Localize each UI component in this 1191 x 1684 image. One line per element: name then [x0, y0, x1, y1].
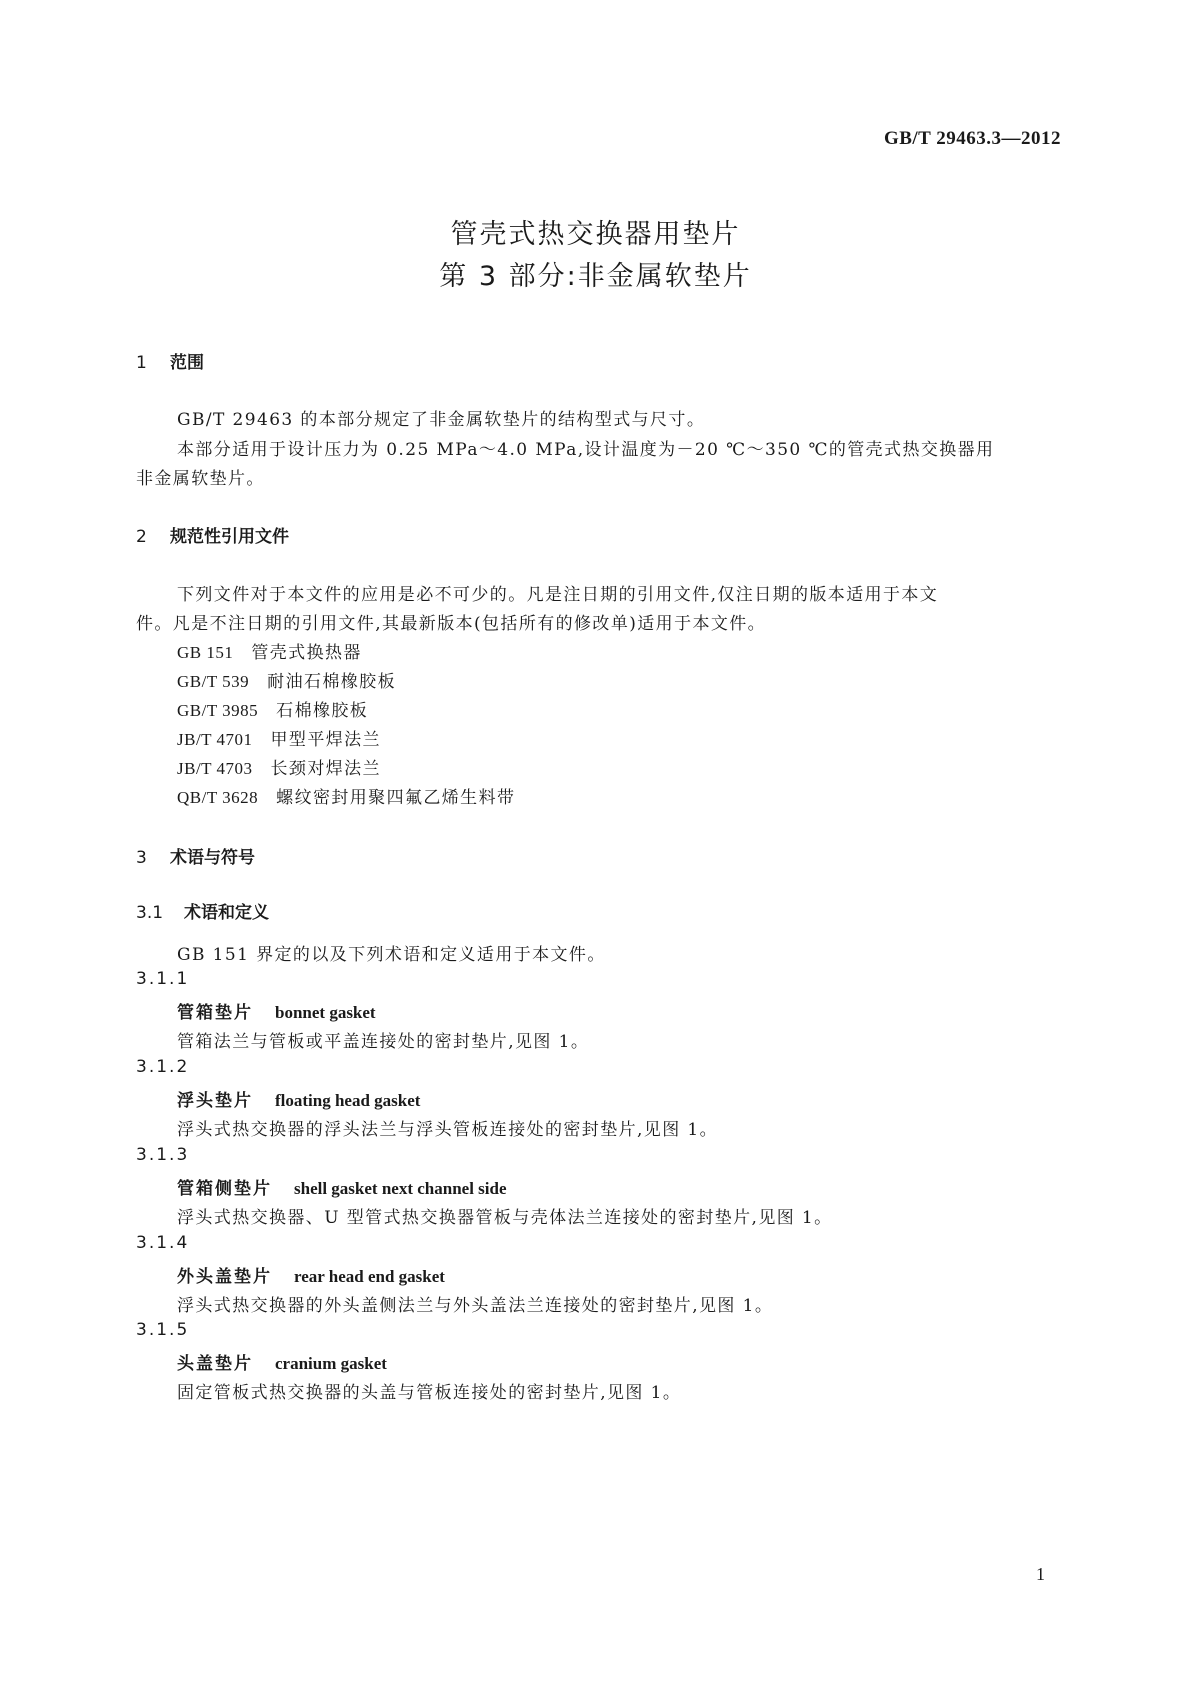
term-number: 3.1.1	[136, 969, 190, 989]
term-zh: 头盖垫片	[177, 1354, 253, 1374]
term-zh: 浮头垫片	[177, 1091, 253, 1111]
reference-title: 耐油石棉橡胶板	[267, 672, 396, 692]
reference-item	[177, 783, 515, 808]
paragraph: 本部分适用于设计压力为 0.25 MPa～4.0 MPa,设计温度为－20 ℃～350 ℃的管壳式热交换器用	[177, 440, 995, 460]
reference-title: 管壳式换热器	[251, 643, 362, 663]
term-en: floating head gasket	[275, 1091, 421, 1110]
reference-code: GB/T 539	[177, 672, 250, 691]
reference-item	[177, 667, 396, 692]
reference-code: JB/T 4703	[177, 759, 253, 778]
standard-code: GB/T 29463.3—2012	[883, 128, 1061, 149]
term-definition: 管箱法兰与管板或平盖连接处的密封垫片,见图 1。	[177, 1032, 590, 1052]
reference-title: 长颈对焊法兰	[270, 759, 381, 779]
term-en: cranium gasket	[275, 1354, 387, 1373]
paragraph: 下列文件对于本文件的应用是必不可少的。凡是注日期的引用文件,仅注日期的版本适用于本文	[177, 585, 939, 605]
term-en: shell gasket next channel side	[294, 1179, 507, 1198]
reference-code: GB 151	[177, 643, 234, 662]
term-en: rear head end gasket	[294, 1267, 445, 1286]
term-zh: 管箱垫片	[177, 1003, 253, 1023]
subsection-number: 3.1	[136, 903, 164, 923]
page-number: 1	[1036, 1564, 1045, 1584]
paragraph-continuation: 非金属软垫片。	[136, 469, 265, 489]
term-definition: 固定管板式热交换器的头盖与管板连接处的密封垫片,见图 1。	[177, 1383, 682, 1403]
reference-code: GB/T 3985	[177, 701, 259, 720]
section-title: 范围	[170, 353, 204, 373]
document-title-line2: 第 3 部分:非金属软垫片	[439, 261, 752, 292]
term-entry	[177, 1349, 387, 1374]
section-3-heading	[136, 843, 255, 868]
reference-code: JB/T 4701	[177, 730, 253, 749]
reference-title: 石棉橡胶板	[276, 701, 369, 721]
subsection-title: 术语和定义	[184, 903, 269, 923]
section-number: 2	[136, 527, 147, 547]
term-number: 3.1.5	[136, 1320, 190, 1340]
term-number: 3.1.2	[136, 1057, 190, 1077]
paragraph: GB/T 29463 的本部分规定了非金属软垫片的结构型式与尺寸。	[177, 410, 706, 430]
reference-title: 甲型平焊法兰	[270, 730, 381, 750]
term-zh: 管箱侧垫片	[177, 1179, 272, 1199]
term-definition: 浮头式热交换器的浮头法兰与浮头管板连接处的密封垫片,见图 1。	[177, 1120, 719, 1140]
reference-code: QB/T 3628	[177, 788, 259, 807]
term-en: bonnet gasket	[275, 1003, 376, 1022]
section-title: 术语与符号	[170, 848, 255, 868]
paragraph-continuation: 件。凡是不注日期的引用文件,其最新版本(包括所有的修改单)适用于本文件。	[136, 614, 767, 634]
section-1-heading	[136, 348, 204, 373]
reference-item	[177, 696, 368, 721]
term-number: 3.1.4	[136, 1233, 190, 1253]
term-definition: 浮头式热交换器、U 型管式热交换器管板与壳体法兰连接处的密封垫片,见图 1。	[177, 1208, 833, 1228]
term-definition: 浮头式热交换器的外头盖侧法兰与外头盖法兰连接处的密封垫片,见图 1。	[177, 1296, 774, 1316]
reference-item	[177, 725, 381, 750]
term-number: 3.1.3	[136, 1145, 190, 1165]
term-entry	[177, 1086, 420, 1111]
reference-title: 螺纹密封用聚四氟乙烯生料带	[276, 788, 516, 808]
section-number: 1	[136, 353, 147, 373]
subsection-3-1-heading	[136, 898, 269, 923]
section-number: 3	[136, 848, 147, 868]
reference-item	[177, 754, 381, 779]
document-title-line1: 管壳式热交换器用垫片	[450, 219, 741, 250]
term-entry	[177, 998, 376, 1023]
paragraph: GB 151 界定的以及下列术语和定义适用于本文件。	[177, 945, 606, 965]
term-entry	[177, 1262, 445, 1287]
term-zh: 外头盖垫片	[177, 1267, 272, 1287]
term-entry	[177, 1174, 507, 1199]
section-2-heading	[136, 522, 289, 547]
reference-item	[177, 638, 362, 663]
section-title: 规范性引用文件	[170, 527, 289, 547]
